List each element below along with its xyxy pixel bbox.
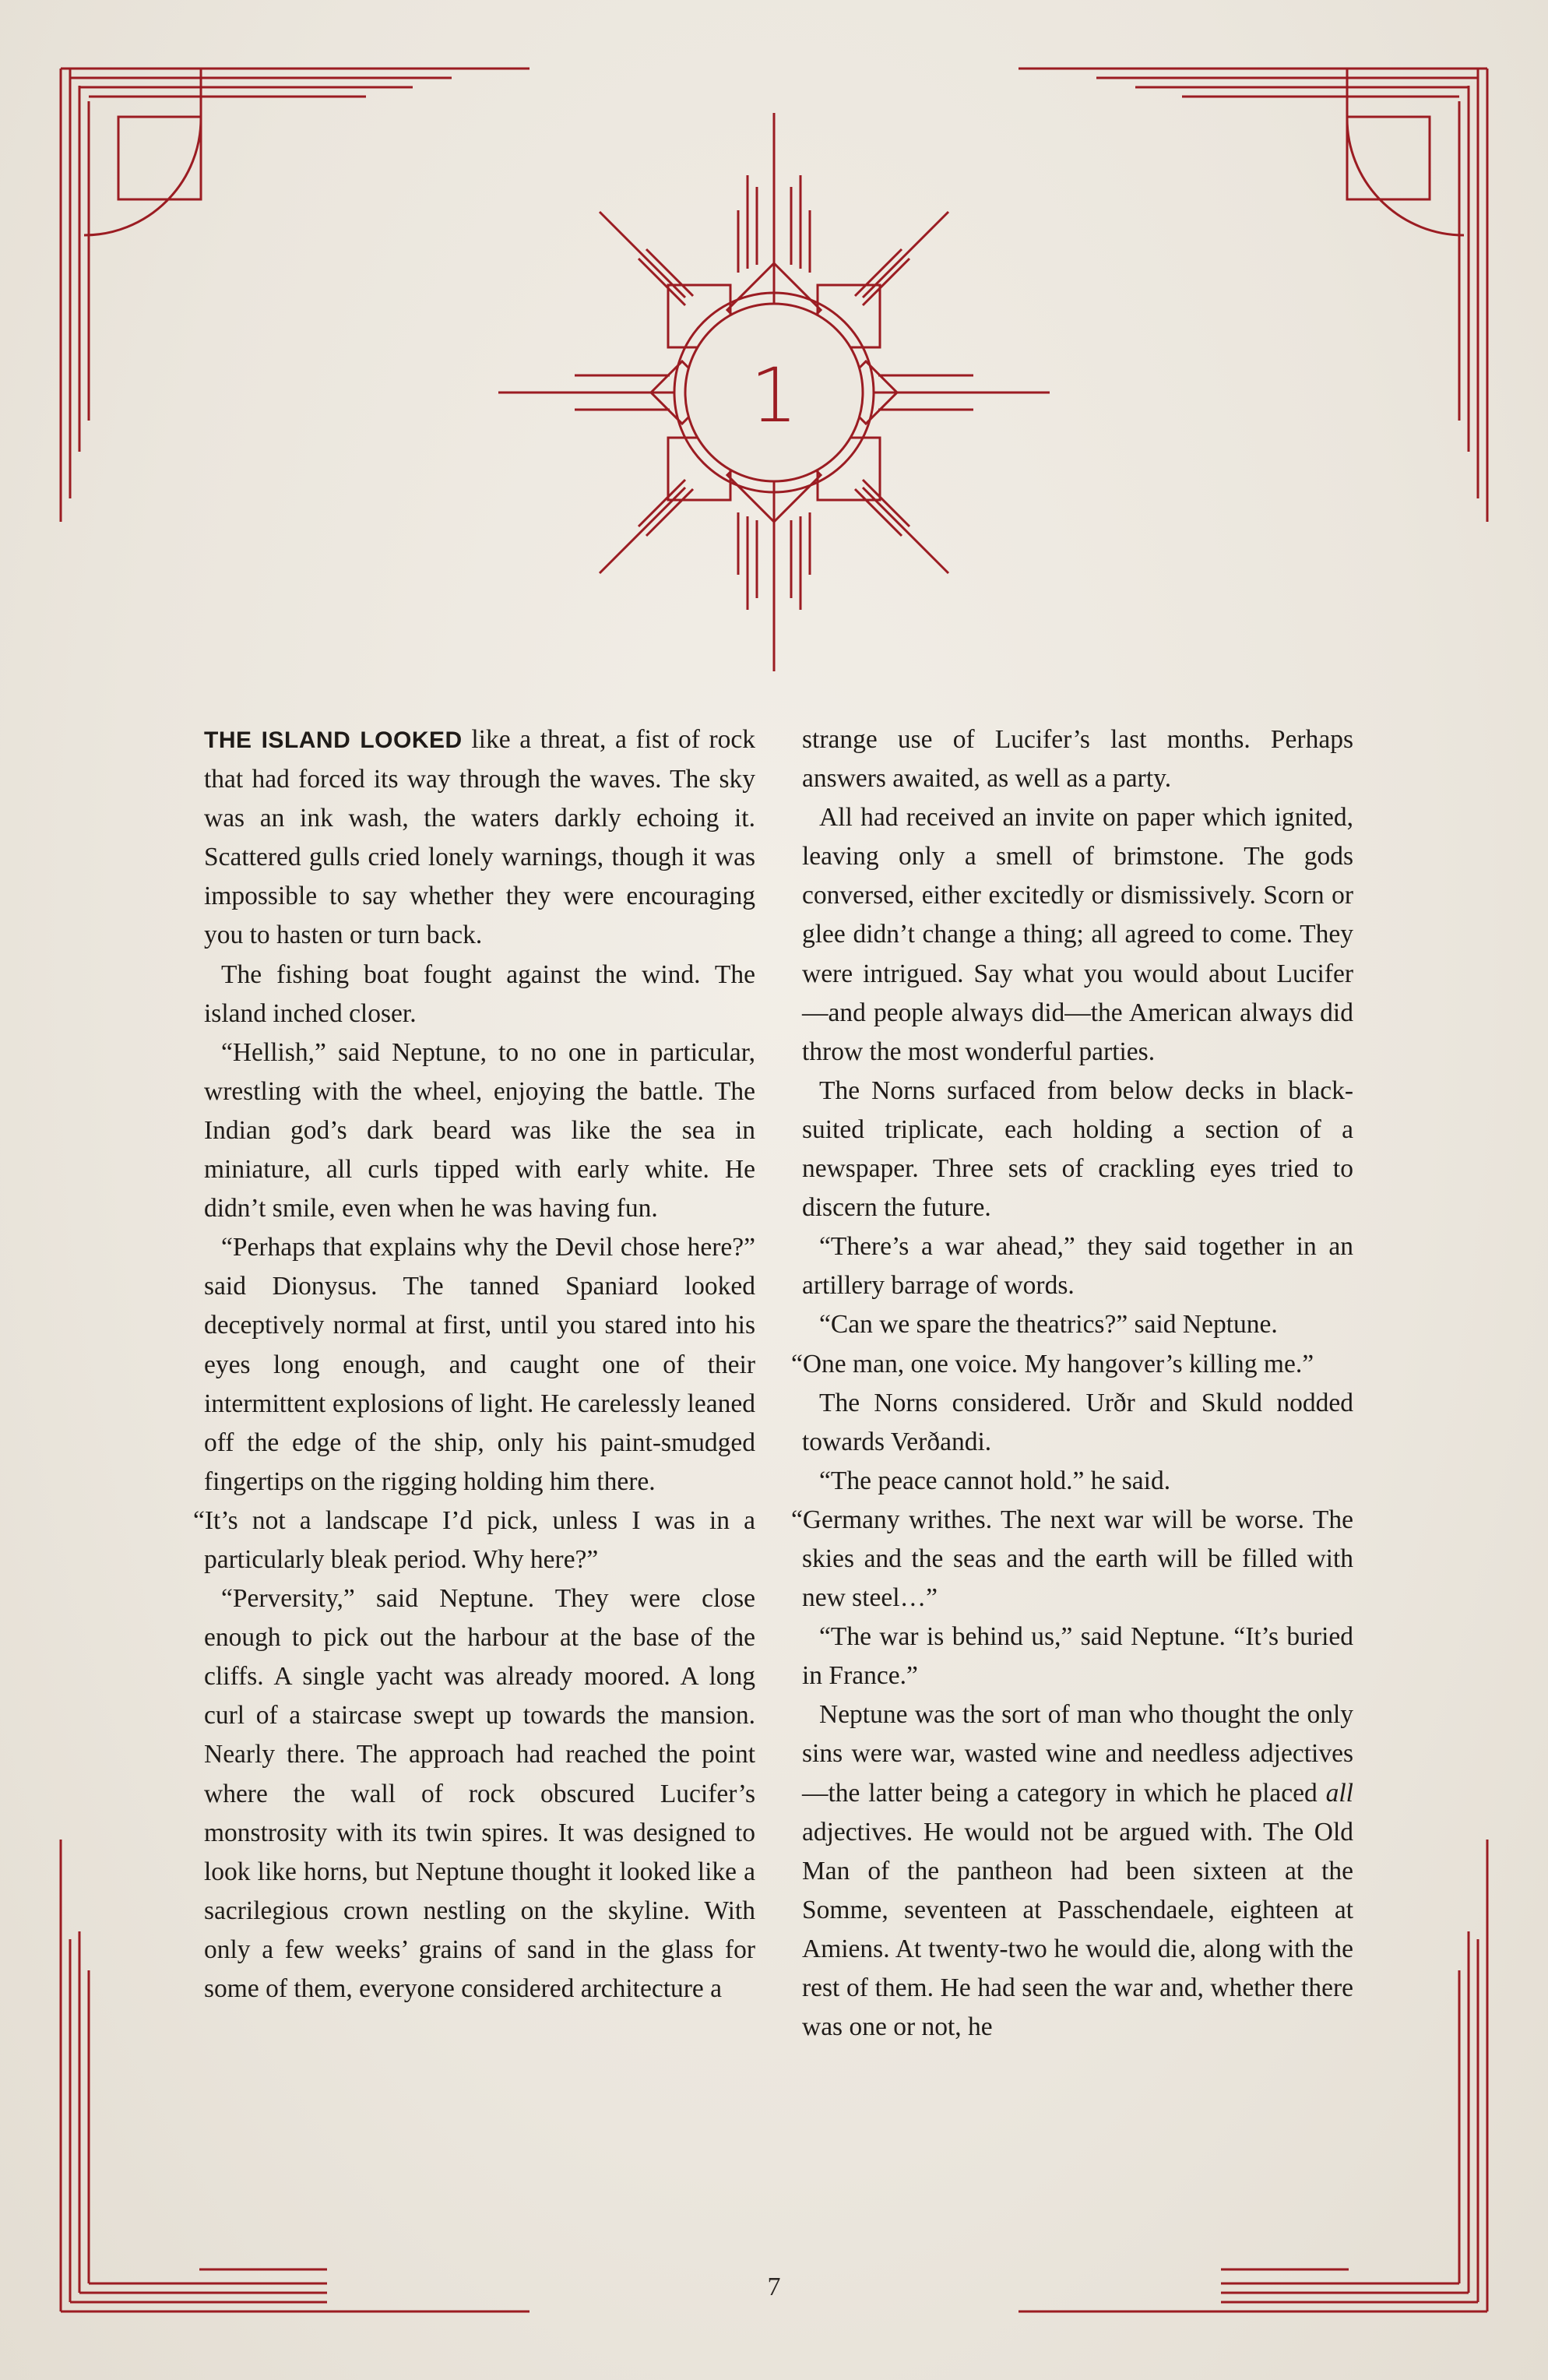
- paragraph: “Perhaps that explains why the Devil chose here?” said Dionysus. The tanned Spaniard looked deceptively normal at first, until you stared into his eyes long enough, and caught one of their intermittent explosions of light. He carelessly leaned off the edge of the ship, only his paint-smudged fingertips on the rigging holding him there.: [204, 1233, 755, 1496]
- left-text-column: [193, 720, 756, 2009]
- paragraph: “One man, one voice. My hangover’s killing me.”: [791, 1349, 1314, 1378]
- page-number: 7: [767, 2273, 781, 2301]
- chapter-number: 1: [750, 352, 798, 439]
- paragraph: All had received an invite on paper which ignited, leaving only a smell of brimstone. The gods conversed, either excitedly or dismissively. Scorn or glee didn’t change a thing; all agreed to come. They were intrigued. Say what you would about Lucifer—and people always did—the American always did throw the most wonderful parties.: [802, 803, 1353, 1066]
- paragraph: “There’s a war ahead,” they said together in an artillery barrage of words.: [802, 1232, 1353, 1301]
- paragraph: “Perversity,” said Neptune. They were close enough to pick out the harbour at the base of the cliffs. A single yacht was already moored. A long curl of a staircase swept up towards the mansion. Nearly there. The approach had reached the point where the wall of rock obscured Lucifer’s monstrosity with its twin spires. It was designed to look like horns, but Neptune thought it looked like a sacrilegious crown nestling on the skyline. With only a few weeks’ grains of sand in the glass for some of them, everyone considered architecture a: [204, 1584, 755, 2003]
- paragraph: Neptune was the sort of man who thought the only sins were war, wasted wine and needless adjectives—the latter being a category in which he placed all adjectives. He would not be argued with. The Old Man of the pantheon had been sixteen at the Somme, seventeen at Passchendaele, eighteen at Amiens. At twenty-two he would die, along with the rest of them. He had seen the war and, whether there was one or not, he: [802, 1700, 1353, 2042]
- emphasis: all: [1325, 1778, 1353, 1808]
- paragraph: “Can we spare the theatrics?” said Neptune.: [819, 1310, 1278, 1340]
- paragraph: “The peace cannot hold.” he said.: [819, 1466, 1171, 1495]
- paragraph: strange use of Lucifer’s last months. Perhaps answers awaited, as well as a party.: [802, 725, 1353, 794]
- paragraph: THE ISLAND LOOKED like a threat, a fist of rock that had forced its way through the waves. The sky was an ink wash, the waters darkly echoing it. Scattered gulls cried lonely warnings, though it was impossible to say whether they were encouraging you to hasten or turn back.: [204, 725, 756, 950]
- paragraph: The Norns surfaced from below decks in black-suited triplicate, each holding a section of a newspaper. Three sets of crackling eyes tried to discern the future.: [802, 1076, 1353, 1223]
- opening-lead-in: THE ISLAND LOOKED: [204, 727, 463, 753]
- paragraph: The Norns considered. Urðr and Skuld nodded towards Verðandi.: [802, 1388, 1353, 1456]
- paragraph: “It’s not a landscape I’d pick, unless I was in a particularly bleak period. Why here?”: [193, 1505, 755, 1574]
- paragraph: “Hellish,” said Neptune, to no one in particular, wrestling with the wheel, enjoying the battle. The Indian god’s dark beard was like the sea in miniature, all curls tipped with early white. He didn’t smile, even when he was having fun.: [204, 1037, 755, 1223]
- paragraph: “Germany writhes. The next war will be worse. The skies and the seas and the earth will be filled with new steel…”: [791, 1505, 1353, 1613]
- right-text-column: [791, 720, 1353, 2047]
- top-left-corner-ornament: [61, 69, 529, 522]
- paragraph: The fishing boat fought against the wind. The island inched closer.: [204, 959, 755, 1028]
- paragraph: “The war is behind us,” said Neptune. “It’s buried in France.”: [802, 1622, 1353, 1691]
- top-right-corner-ornament: [1019, 69, 1487, 522]
